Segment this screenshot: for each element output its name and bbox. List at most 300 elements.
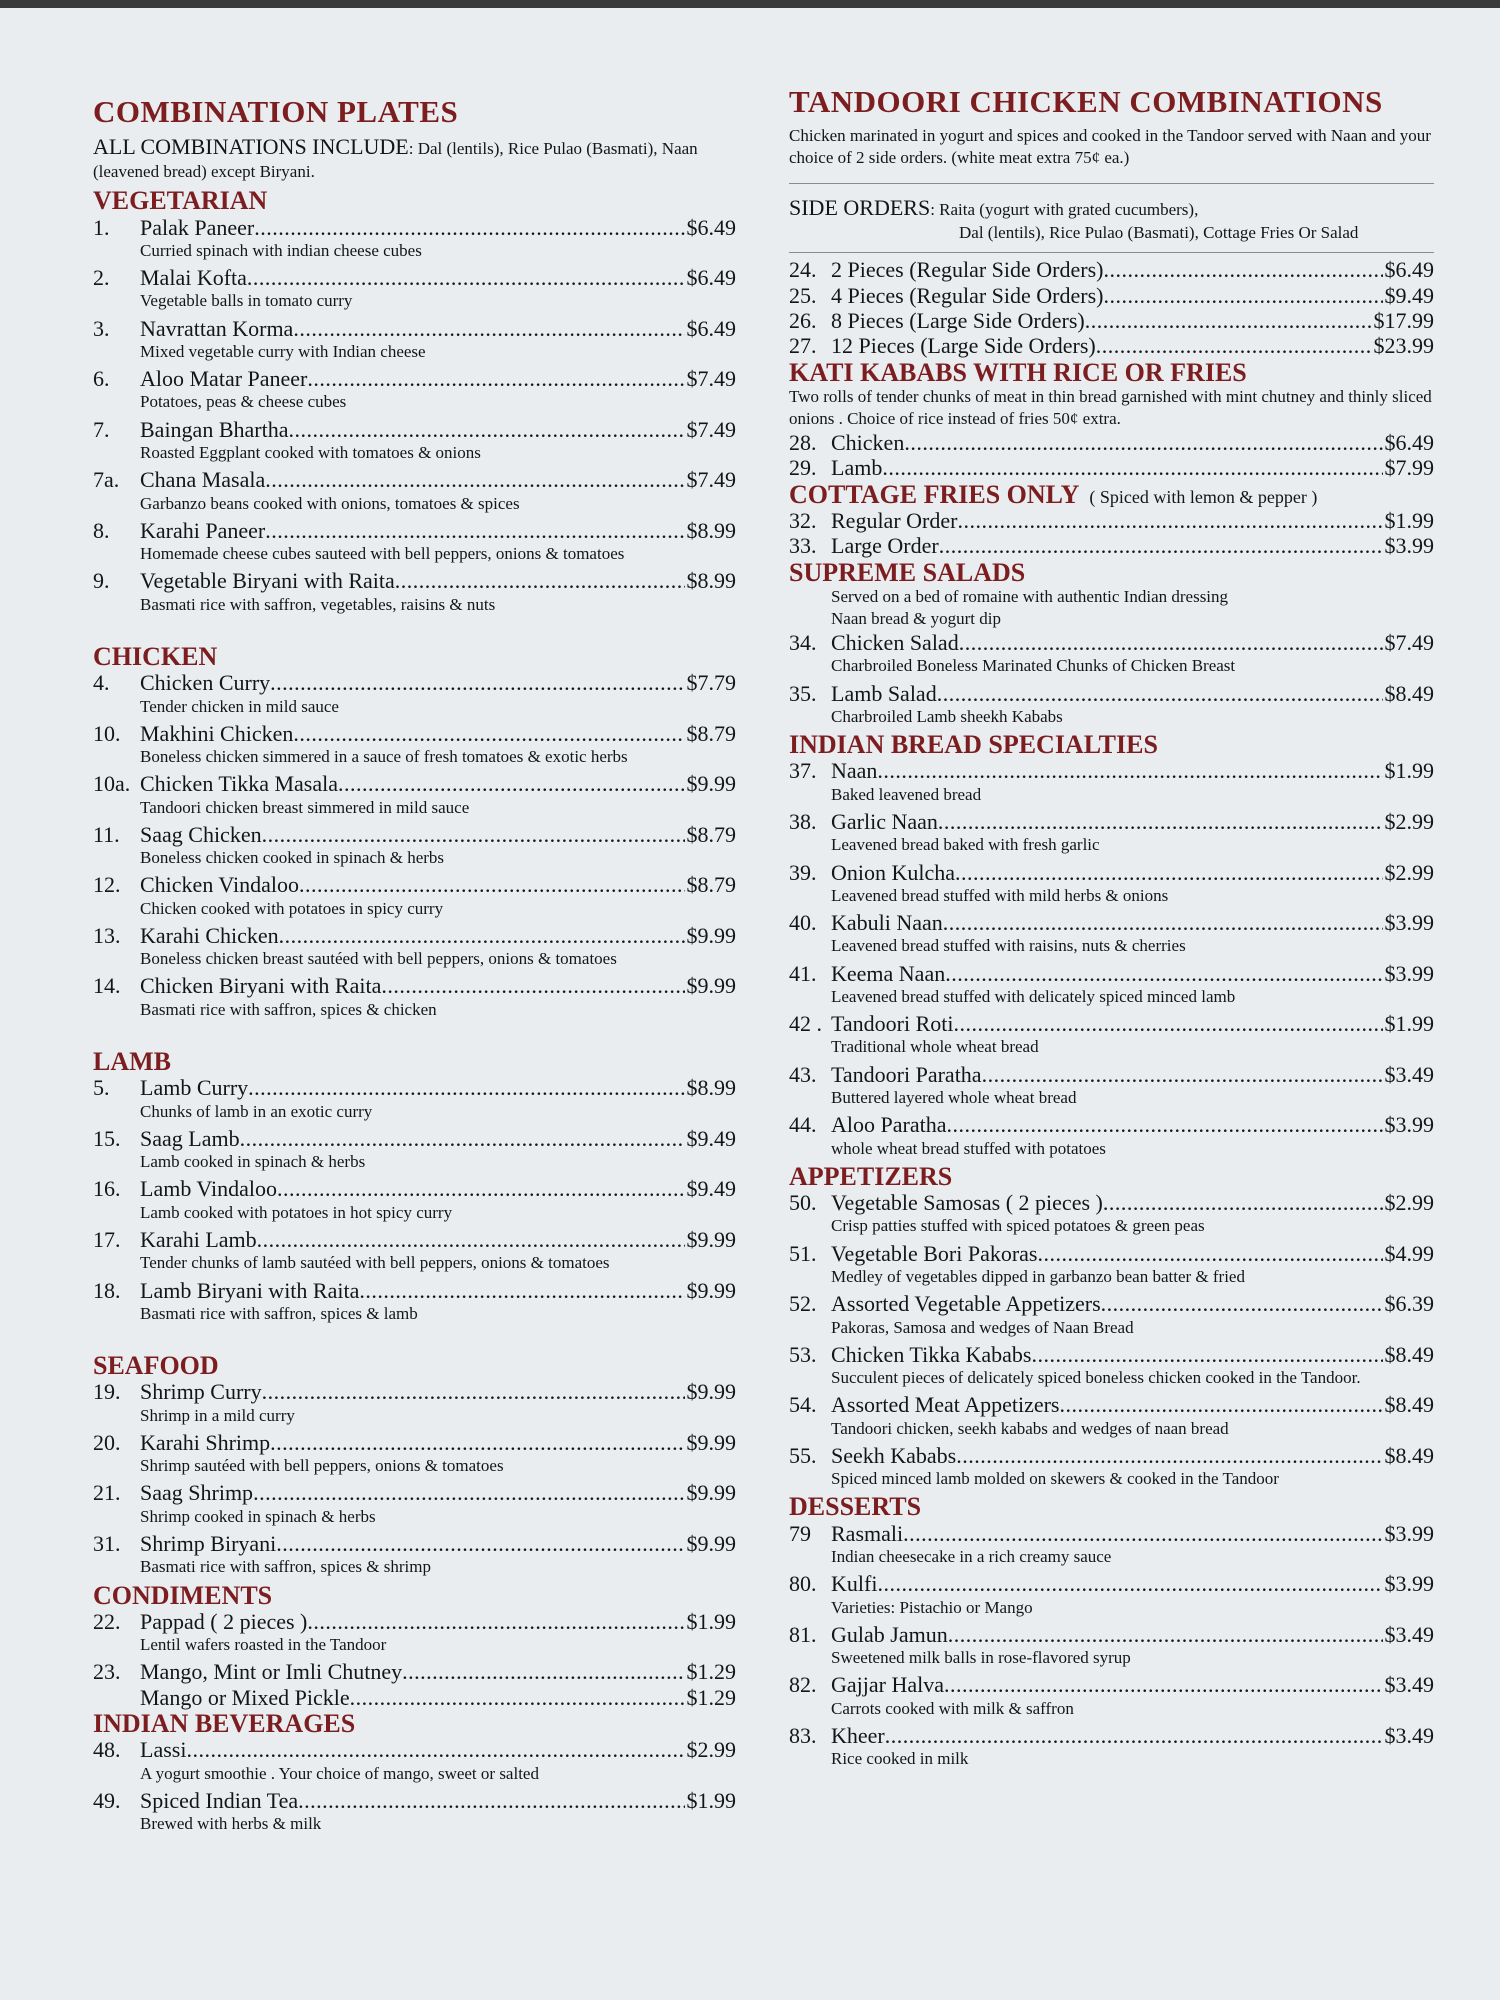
dot-leader bbox=[247, 265, 685, 290]
dot-leader bbox=[270, 1430, 684, 1455]
dot-leader bbox=[954, 1011, 1383, 1036]
item-number: 26. bbox=[789, 308, 817, 334]
item-name: Assorted Vegetable Appetizers bbox=[831, 1291, 1101, 1317]
item-description: Chicken cooked with potatoes in spicy curry bbox=[140, 898, 444, 918]
item-price: $3.49 bbox=[1384, 1621, 1434, 1647]
menu-item bbox=[789, 961, 1434, 986]
item-name: Pappad ( 2 pieces ) bbox=[140, 1608, 308, 1634]
item-number: 48. bbox=[93, 1737, 121, 1763]
divider bbox=[789, 252, 1434, 253]
item-price: $9.49 bbox=[686, 1125, 736, 1151]
item-name: Kulfi bbox=[831, 1571, 878, 1597]
item-price: $9.99 bbox=[686, 973, 736, 999]
item-name: Lassi bbox=[140, 1737, 187, 1763]
item-name: Lamb Curry bbox=[140, 1075, 249, 1101]
item-name: Baingan Bhartha bbox=[140, 416, 289, 442]
item-name: Saag Shrimp bbox=[140, 1480, 254, 1506]
item-number: 17. bbox=[93, 1226, 121, 1252]
item-name: Saag Chicken bbox=[140, 821, 262, 847]
dot-leader bbox=[395, 568, 685, 593]
item-number: 10a. bbox=[93, 771, 131, 797]
dot-leader bbox=[265, 518, 684, 543]
item-description: Sweetened milk balls in rose-flavored syrup bbox=[831, 1648, 1131, 1668]
item-description: Boneless chicken breast sautéed with bell peppers, onions & tomatoes bbox=[140, 949, 617, 969]
item-price: $23.99 bbox=[1373, 333, 1434, 359]
item-description: A yogurt smoothie . Your choice of mango, sweet or salted bbox=[140, 1763, 539, 1783]
item-name: Tandoori Roti bbox=[831, 1011, 954, 1037]
item-description: Lentil wafers roasted in the Tandoor bbox=[140, 1635, 387, 1655]
menu-item bbox=[789, 1241, 1434, 1266]
item-name: 8 Pieces (Large Side Orders) bbox=[831, 308, 1085, 334]
menu-item bbox=[93, 1176, 736, 1201]
item-name: Makhini Chicken bbox=[140, 720, 294, 746]
item-name: Onion Kulcha bbox=[831, 859, 956, 885]
section-title bbox=[93, 1352, 736, 1379]
kati-kababs-title bbox=[789, 359, 1434, 386]
menu-item bbox=[93, 822, 736, 847]
item-number: 9. bbox=[93, 568, 110, 594]
dot-leader bbox=[254, 215, 684, 240]
dot-leader bbox=[359, 1278, 684, 1303]
item-price: $7.49 bbox=[686, 416, 736, 442]
item-price: $9.49 bbox=[1384, 282, 1434, 308]
dot-leader bbox=[885, 1723, 1383, 1748]
dot-leader bbox=[307, 366, 684, 391]
combination-plates-note-text: : Dal (lentils), Rice Pulao (Basmati), Naan (leavened bread) except Biryani. bbox=[93, 138, 698, 182]
menu-item bbox=[789, 1723, 1434, 1748]
item-number: 52. bbox=[789, 1291, 817, 1317]
item-price: $3.99 bbox=[1384, 960, 1434, 986]
dot-leader bbox=[338, 771, 685, 796]
menu-item bbox=[93, 721, 736, 746]
item-description: Boneless chicken cooked in spinach & herbs bbox=[140, 848, 445, 868]
item-price: $4.99 bbox=[1384, 1240, 1434, 1266]
item-name: Tandoori Paratha bbox=[831, 1061, 982, 1087]
item-number: 11. bbox=[93, 821, 120, 847]
menu-item bbox=[789, 1571, 1434, 1596]
dot-leader bbox=[307, 1609, 684, 1634]
menu-item bbox=[789, 308, 1434, 333]
menu-item bbox=[789, 1672, 1434, 1697]
item-price: $8.99 bbox=[686, 517, 736, 543]
menu-item bbox=[789, 1622, 1434, 1647]
menu-item bbox=[789, 1342, 1434, 1367]
dot-leader bbox=[350, 1685, 685, 1710]
menu-item bbox=[789, 455, 1434, 480]
item-description: Varieties: Pistachio or Mango bbox=[831, 1597, 1033, 1617]
item-price: $8.79 bbox=[686, 821, 736, 847]
menu-item bbox=[93, 366, 736, 391]
side-orders-note-2: Dal (lentils), Rice Pulao (Basmati), Cottage Fries Or Salad bbox=[959, 223, 1359, 243]
cottage-fries-title-subtitle: ( Spiced with lemon & pepper ) bbox=[1089, 486, 1318, 507]
item-price: $8.49 bbox=[1384, 1341, 1434, 1367]
item-description: Charbroiled Lamb sheekh Kababs bbox=[831, 706, 1063, 726]
item-number: 31. bbox=[93, 1531, 121, 1556]
menu-item bbox=[93, 1480, 736, 1505]
dot-leader bbox=[877, 1571, 1382, 1596]
right-column bbox=[789, 86, 1434, 1773]
item-description: Traditional whole wheat bread bbox=[831, 1037, 1039, 1057]
menu-item bbox=[93, 872, 736, 897]
item-name: Karahi Paneer bbox=[140, 517, 266, 543]
dot-leader bbox=[904, 430, 1382, 455]
dot-leader bbox=[957, 508, 1382, 533]
item-number: 4. bbox=[93, 670, 110, 696]
dot-leader bbox=[1031, 1342, 1382, 1367]
item-price: $8.79 bbox=[686, 872, 736, 898]
item-description: Tender chicken in mild sauce bbox=[140, 696, 339, 716]
supreme-salads-title-text: SUPREME SALADS bbox=[789, 557, 1026, 587]
menu-item bbox=[93, 1278, 736, 1303]
salads-note-2: Naan bread & yogurt dip bbox=[831, 608, 1001, 628]
item-description: Basmati rice with saffron, spices & lamb bbox=[140, 1303, 418, 1323]
item-number: 41. bbox=[789, 960, 817, 986]
dot-leader bbox=[1103, 283, 1382, 308]
item-name: Palak Paneer bbox=[140, 214, 255, 240]
menu-item bbox=[789, 430, 1434, 455]
item-price: $9.99 bbox=[686, 1379, 736, 1405]
item-number: 1. bbox=[93, 214, 110, 240]
item-name: Saag Lamb bbox=[140, 1125, 240, 1151]
item-number: 32. bbox=[789, 507, 817, 533]
item-name: Vegetable Biryani with Raita bbox=[140, 568, 395, 594]
menu-item bbox=[93, 1531, 736, 1556]
item-number: 34. bbox=[789, 630, 817, 656]
item-description: Chunks of lamb in an exotic curry bbox=[140, 1101, 373, 1121]
item-price: $8.49 bbox=[1384, 1442, 1434, 1468]
menu-item bbox=[789, 860, 1434, 885]
dot-leader bbox=[945, 961, 1382, 986]
item-description: Pakoras, Samosa and wedges of Naan Bread bbox=[831, 1317, 1134, 1337]
dot-leader bbox=[939, 533, 1383, 558]
item-description: Succulent pieces of delicately spiced boneless chicken cooked in the Tandoor. bbox=[831, 1368, 1361, 1388]
item-name: Regular Order bbox=[831, 507, 958, 533]
item-name: Naan bbox=[831, 758, 878, 784]
item-price: $6.49 bbox=[1384, 430, 1434, 456]
item-description: Boneless chicken simmered in a sauce of fresh tomatoes & exotic herbs bbox=[140, 747, 628, 767]
item-name: Mango, Mint or Imli Chutney bbox=[140, 1659, 403, 1685]
menu-item bbox=[93, 1788, 736, 1813]
menu-item bbox=[789, 333, 1434, 358]
section-title bbox=[93, 187, 736, 214]
item-name: Garlic Naan bbox=[831, 809, 938, 834]
item-price: $6.49 bbox=[686, 265, 736, 291]
menu-item bbox=[93, 518, 736, 543]
dot-leader bbox=[956, 1443, 1382, 1468]
item-number: 51. bbox=[789, 1240, 817, 1266]
item-number: 44. bbox=[789, 1112, 817, 1138]
item-name: Kheer bbox=[831, 1722, 885, 1748]
item-price: $2.99 bbox=[686, 1737, 736, 1763]
item-name: Seekh Kababs bbox=[831, 1442, 957, 1468]
item-price: $6.49 bbox=[686, 315, 736, 341]
appetizers-title bbox=[789, 1163, 1434, 1190]
dot-leader bbox=[955, 860, 1382, 885]
item-description: Tender chunks of lamb sautéed with bell peppers, onions & tomatoes bbox=[140, 1253, 610, 1273]
menu-item bbox=[93, 1685, 736, 1710]
dot-leader bbox=[937, 681, 1383, 706]
menu-item bbox=[93, 467, 736, 492]
item-description: Leavened bread baked with fresh garlic bbox=[831, 835, 1100, 855]
item-description: Carrots cooked with milk & saffron bbox=[831, 1698, 1074, 1718]
item-description: Shrimp in a mild curry bbox=[140, 1405, 295, 1425]
item-number: 81. bbox=[789, 1621, 817, 1647]
item-name: Chana Masala bbox=[140, 467, 266, 493]
item-name: Karahi Shrimp bbox=[140, 1429, 271, 1455]
item-number: 43. bbox=[789, 1061, 817, 1087]
dot-leader bbox=[946, 1112, 1382, 1137]
top-edge-bar bbox=[0, 0, 1500, 8]
item-name: Malai Kofta bbox=[140, 265, 247, 291]
item-number: 49. bbox=[93, 1787, 121, 1813]
item-name: Spiced Indian Tea bbox=[140, 1787, 299, 1813]
item-number: 53. bbox=[789, 1341, 817, 1367]
item-number: 2. bbox=[93, 265, 110, 291]
menu-item bbox=[789, 1112, 1434, 1137]
section-gap bbox=[93, 619, 736, 643]
item-number: 5. bbox=[93, 1075, 110, 1101]
menu-item bbox=[789, 1011, 1434, 1036]
dot-leader bbox=[948, 1622, 1383, 1647]
item-number: 80. bbox=[789, 1571, 817, 1597]
dot-leader bbox=[277, 1176, 685, 1201]
item-number: 16. bbox=[93, 1176, 121, 1202]
item-number: 39. bbox=[789, 859, 817, 885]
item-price: $8.49 bbox=[1384, 1392, 1434, 1418]
item-description: Tandoori chicken breast simmered in mild sauce bbox=[140, 797, 470, 817]
item-price: $9.99 bbox=[686, 771, 736, 797]
menu-item bbox=[93, 568, 736, 593]
beverages-title bbox=[93, 1710, 736, 1737]
tandoori-title: TANDOORI CHICKEN COMBINATIONS bbox=[789, 84, 1383, 119]
tandoori-note: Chicken marinated in yogurt and spices and cooked in the Tandoor served with Naan and your choice of 2 side orders. (white meat extra 75¢ ea.) bbox=[789, 125, 1431, 167]
item-name: Lamb Vindaloo bbox=[140, 1176, 277, 1202]
dot-leader bbox=[1085, 308, 1372, 333]
menu-item bbox=[93, 316, 736, 341]
item-number: 82. bbox=[789, 1672, 817, 1698]
item-number: 83. bbox=[789, 1722, 817, 1748]
item-price: $1.29 bbox=[686, 1684, 736, 1710]
item-price: $9.49 bbox=[686, 1176, 736, 1202]
dot-leader bbox=[402, 1659, 684, 1684]
item-name: Karahi Chicken bbox=[140, 922, 279, 948]
item-price: $3.99 bbox=[1384, 910, 1434, 936]
item-number: 19. bbox=[93, 1379, 121, 1405]
item-description: Lamb cooked with potatoes in hot spicy curry bbox=[140, 1202, 453, 1222]
dot-leader bbox=[982, 1062, 1383, 1087]
item-description: Indian cheesecake in a rich creamy sauce bbox=[831, 1547, 1112, 1566]
condiments-title bbox=[93, 1582, 736, 1609]
item-number: 7a. bbox=[93, 467, 120, 493]
item-description: Brewed with herbs & milk bbox=[140, 1814, 322, 1834]
item-price: $2.99 bbox=[1384, 809, 1434, 834]
item-description: Vegetable balls in tomato curry bbox=[140, 291, 353, 311]
item-number: 25. bbox=[789, 282, 817, 308]
item-description: Basmati rice with saffron, spices & shrimp bbox=[140, 1557, 431, 1577]
item-number: 18. bbox=[93, 1277, 121, 1303]
item-price: $3.99 bbox=[1384, 1571, 1434, 1597]
item-price: $8.49 bbox=[1384, 680, 1434, 706]
dot-leader bbox=[938, 809, 1383, 834]
dot-leader bbox=[186, 1737, 684, 1762]
item-name: 12 Pieces (Large Side Orders) bbox=[831, 333, 1096, 359]
section-title-text: CHICKEN bbox=[93, 641, 218, 671]
menu-item bbox=[789, 1443, 1434, 1468]
side-orders-lead: SIDE ORDERS bbox=[789, 194, 931, 220]
menu-item bbox=[93, 1227, 736, 1252]
item-description: Leavened bread stuffed with mild herbs & onions bbox=[831, 885, 1169, 905]
menu-item bbox=[789, 1291, 1434, 1316]
item-description: Homemade cheese cubes sauteed with bell peppers, onions & tomatoes bbox=[140, 544, 625, 564]
item-description: Baked leavened bread bbox=[831, 784, 982, 804]
combination-plates-note bbox=[93, 133, 736, 184]
menu-item bbox=[789, 681, 1434, 706]
item-price: $9.99 bbox=[686, 1429, 736, 1455]
item-description: Tandoori chicken, seekh kababs and wedges of naan bread bbox=[831, 1418, 1229, 1438]
item-price: $1.99 bbox=[1384, 758, 1434, 784]
section-title-text: VEGETARIAN bbox=[93, 186, 268, 216]
dot-leader bbox=[265, 467, 684, 492]
dot-leader bbox=[248, 1075, 684, 1100]
item-description: Leavened bread stuffed with raisins, nuts & cherries bbox=[831, 936, 1186, 956]
item-name: Gajjar Halva bbox=[831, 1672, 944, 1698]
item-name: Chicken bbox=[831, 430, 905, 456]
item-price: $7.49 bbox=[1384, 630, 1434, 656]
item-price: $3.99 bbox=[1384, 1520, 1434, 1546]
item-price: $17.99 bbox=[1373, 308, 1434, 334]
item-price: $3.49 bbox=[1384, 1061, 1434, 1087]
item-name: Assorted Meat Appetizers bbox=[831, 1392, 1060, 1418]
item-number: 3. bbox=[93, 315, 110, 341]
item-description: Roasted Eggplant cooked with tomatoes & onions bbox=[140, 443, 481, 463]
menu-item bbox=[93, 1609, 736, 1634]
item-number: 40. bbox=[789, 910, 817, 936]
dot-leader bbox=[298, 1788, 684, 1813]
menu-item bbox=[789, 1190, 1434, 1215]
item-price: $7.49 bbox=[686, 467, 736, 493]
item-number: 10. bbox=[93, 720, 121, 746]
item-number: 27. bbox=[789, 333, 817, 359]
item-description: Shrimp cooked in spinach & herbs bbox=[140, 1506, 376, 1526]
item-description: Lamb cooked in spinach & herbs bbox=[140, 1152, 366, 1172]
menu-item bbox=[93, 1379, 736, 1404]
menu-item bbox=[93, 923, 736, 948]
right-sections bbox=[789, 257, 1434, 1769]
menu-item bbox=[789, 758, 1434, 783]
item-description: Spiced minced lamb molded on skewers & cooked in the Tandoor bbox=[831, 1469, 1279, 1489]
item-price: $9.99 bbox=[686, 1277, 736, 1303]
item-description: Rice cooked in milk bbox=[831, 1749, 969, 1769]
dot-leader bbox=[253, 1480, 684, 1505]
item-number: 54. bbox=[789, 1392, 817, 1418]
item-number: 35. bbox=[789, 680, 817, 706]
section-title bbox=[93, 1048, 736, 1075]
item-description: Garbanzo beans cooked with onions, tomatoes & spices bbox=[140, 493, 520, 513]
item-name: Kabuli Naan bbox=[831, 910, 943, 936]
item-description: whole wheat bread stuffed with potatoes bbox=[831, 1138, 1106, 1158]
item-number: 22. bbox=[93, 1608, 121, 1634]
menu-item bbox=[789, 809, 1434, 834]
dot-leader bbox=[1038, 1241, 1383, 1266]
item-price: $8.79 bbox=[686, 720, 736, 746]
item-number: 15. bbox=[93, 1125, 121, 1151]
item-name: Chicken Biryani with Raita bbox=[140, 973, 382, 999]
indian-bread-title-text: INDIAN BREAD SPECIALTIES bbox=[789, 730, 1158, 760]
item-price: $1.99 bbox=[1384, 1011, 1434, 1037]
item-price: $7.79 bbox=[686, 670, 736, 696]
item-price: $7.99 bbox=[1384, 455, 1434, 481]
item-price: $2.99 bbox=[1384, 859, 1434, 885]
combination-plates-lead: ALL COMBINATIONS INCLUDE bbox=[93, 133, 409, 159]
item-number: 29. bbox=[789, 455, 817, 481]
item-name: Chicken Salad bbox=[831, 630, 959, 656]
item-number: 7. bbox=[93, 416, 110, 442]
side-orders-note-1: : Raita (yogurt with grated cucumbers), bbox=[930, 199, 1199, 219]
item-number: 37. bbox=[789, 758, 817, 784]
dot-leader bbox=[1103, 257, 1382, 282]
item-number: 28. bbox=[789, 430, 817, 456]
item-name: Chicken Tikka Kababs bbox=[831, 1341, 1032, 1367]
supreme-salads-title bbox=[789, 559, 1434, 586]
item-price: $1.99 bbox=[686, 1608, 736, 1634]
menu-item bbox=[789, 533, 1434, 558]
dot-leader bbox=[288, 417, 684, 442]
item-price: $9.99 bbox=[686, 1226, 736, 1252]
dot-leader bbox=[279, 923, 685, 948]
item-name: Rasmali bbox=[831, 1520, 904, 1546]
dot-leader bbox=[944, 1672, 1383, 1697]
item-price: $6.49 bbox=[686, 214, 736, 240]
item-price: $1.99 bbox=[1384, 507, 1434, 533]
menu-item bbox=[789, 1521, 1434, 1546]
item-description: Curried spinach with indian cheese cubes bbox=[140, 240, 422, 260]
item-price: $1.29 bbox=[686, 1659, 736, 1685]
item-name: Aloo Matar Paneer bbox=[140, 366, 308, 392]
combination-plates-title: COMBINATION PLATES bbox=[93, 94, 459, 129]
dot-leader bbox=[262, 1379, 685, 1404]
item-name: Lamb Salad bbox=[831, 680, 937, 706]
item-name: Lamb bbox=[831, 455, 883, 481]
beverages-title-text: INDIAN BEVERAGES bbox=[93, 1708, 356, 1738]
item-name: Chicken Tikka Masala bbox=[140, 771, 338, 797]
item-name: 4 Pieces (Regular Side Orders) bbox=[831, 282, 1104, 308]
dot-leader bbox=[381, 973, 684, 998]
desserts-title bbox=[789, 1493, 1434, 1520]
dot-leader bbox=[877, 758, 1382, 783]
menu-item bbox=[93, 1737, 736, 1762]
item-price: $9.99 bbox=[686, 1531, 736, 1556]
dot-leader bbox=[1096, 333, 1372, 358]
item-number: 33. bbox=[789, 533, 817, 559]
dot-leader bbox=[270, 670, 684, 695]
item-name: Chicken Vindaloo bbox=[140, 872, 299, 898]
cottage-fries-title-text: COTTAGE FRIES ONLY bbox=[789, 479, 1080, 509]
item-description: Leavened bread stuffed with delicately spiced minced lamb bbox=[831, 986, 1236, 1006]
item-price: $1.99 bbox=[686, 1787, 736, 1813]
item-number: 55. bbox=[789, 1442, 817, 1468]
menu-item bbox=[93, 1126, 736, 1151]
item-price: $3.49 bbox=[1384, 1722, 1434, 1748]
item-description: Medley of vegetables dipped in garbanzo bean batter & fried bbox=[831, 1266, 1245, 1286]
dot-leader bbox=[240, 1126, 685, 1151]
item-name: Gulab Jamun bbox=[831, 1621, 948, 1647]
menu-item bbox=[93, 265, 736, 290]
menu-item bbox=[93, 215, 736, 240]
item-description: Buttered layered whole wheat bread bbox=[831, 1088, 1077, 1108]
item-number: 13. bbox=[93, 922, 121, 948]
appetizers-title-text: APPETIZERS bbox=[789, 1161, 953, 1191]
item-name: Navrattan Korma bbox=[140, 315, 294, 341]
